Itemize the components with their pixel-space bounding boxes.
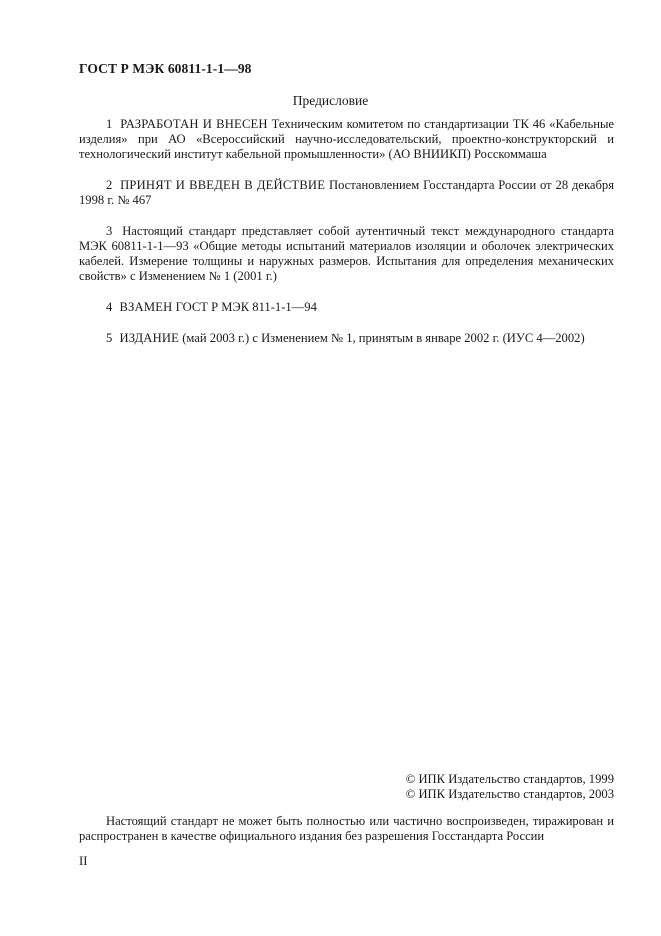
item-number: 4 — [106, 300, 113, 314]
page-number: II — [79, 854, 88, 868]
item-number: 3 — [106, 224, 113, 238]
foreword-item-2 — [79, 178, 614, 208]
item-heading: ИЗДАНИЕ — [119, 331, 180, 345]
foreword-item-3 — [79, 224, 614, 284]
item-text: (май 2003 г.) с Изменением № 1, принятым в январе 2002 г. (ИУС 4—2002) — [182, 331, 585, 345]
item-text: Настоящий стандарт представляет собой аутентичный текст международного стандарта МЭК 60811-1-1—93 «Общие методы испытаний материалов изоляции и оболочек электрических кабелей. Измерение толщины и наружных размеров. Испытания для определения механических свойств» с Изменением № 1 (2001 г.) — [79, 224, 614, 283]
item-number: 5 — [106, 331, 113, 345]
copyright-block — [406, 772, 614, 802]
item-number: 1 — [106, 117, 113, 131]
item-text: ГОСТ Р МЭК 811-1-1—94 — [175, 300, 317, 314]
foreword-item-5 — [79, 331, 614, 346]
foreword-sections — [79, 117, 614, 362]
document-header: ГОСТ Р МЭК 60811-1-1—98 — [79, 61, 252, 76]
item-heading: ПРИНЯТ И ВВЕДЕН В ДЕЙСТВИЕ — [120, 178, 326, 192]
copyright-line-2003: © ИПК Издательство стандартов, 2003 — [405, 787, 614, 801]
item-heading: РАЗРАБОТАН И ВНЕСЕН — [120, 117, 268, 131]
item-number: 2 — [106, 178, 113, 192]
copyright-line-1999: © ИПК Издательство стандартов, 1999 — [405, 772, 614, 786]
foreword-item-1 — [79, 117, 614, 162]
item-text: Техническим комитетом по стандартизации ТК 46 «Кабельные изделия» при АО «Всероссийский научно-исследовательский, проектно-конструкторский и технологический институт кабельной промышленности» (АО ВНИИКП) Росскоммаша — [79, 117, 615, 161]
foreword-item-4 — [79, 300, 614, 315]
item-text: Постановлением Госстандарта России от 28 декабря 1998 г. № 467 — [79, 178, 614, 207]
item-heading: ВЗАМЕН — [119, 300, 173, 314]
foreword-title: Предисловие — [292, 93, 369, 108]
reproduction-notice: Настоящий стандарт не может быть полностью или частично воспроизведен, тиражирован и распространен в качестве официального издания без разрешения Госстандарта России — [79, 814, 614, 843]
